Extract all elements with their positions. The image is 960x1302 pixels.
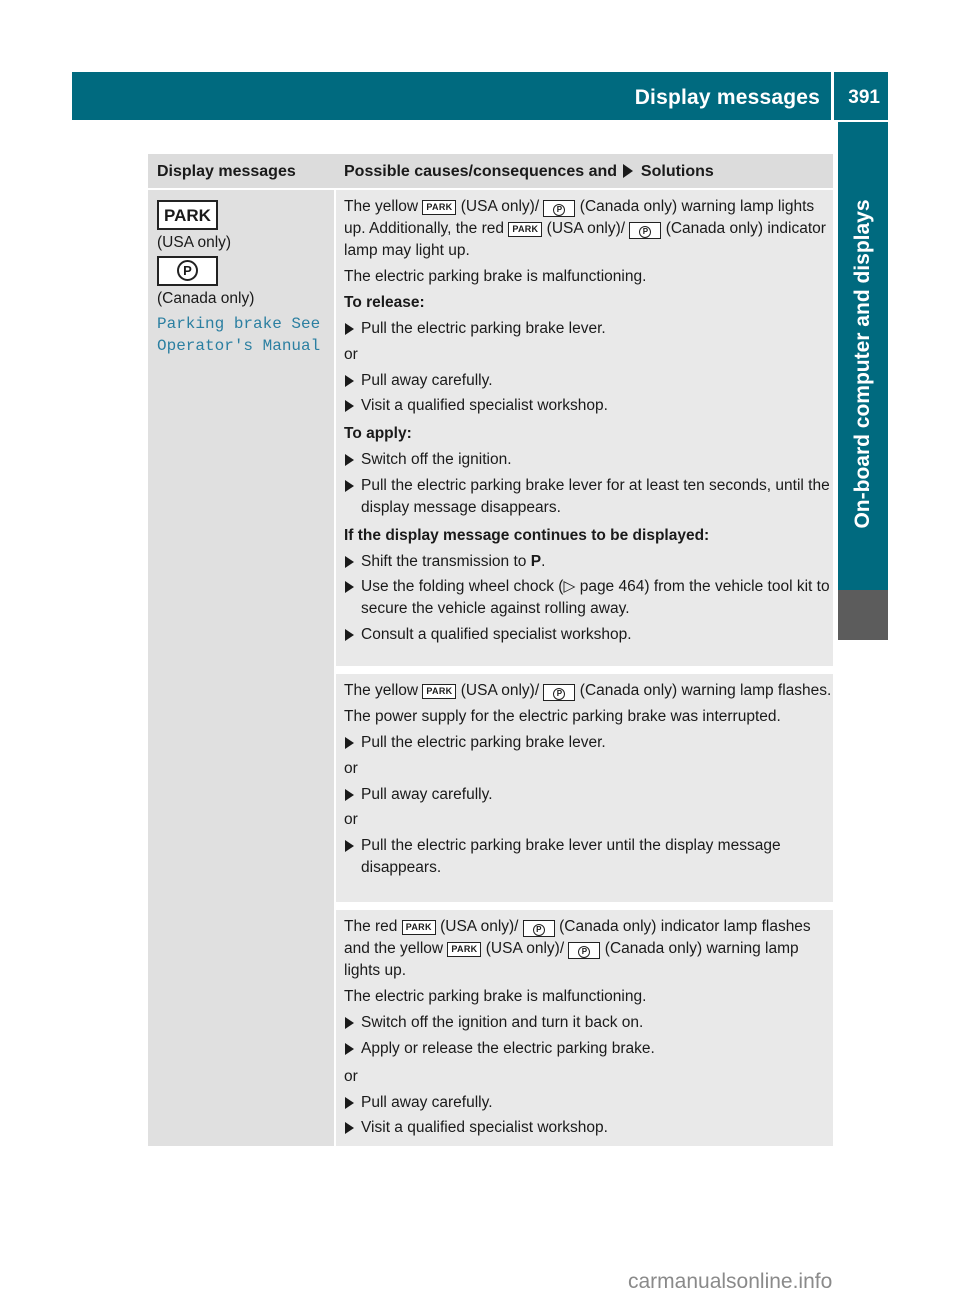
step-arrow-icon	[345, 323, 354, 335]
parking-brake-small-icon	[523, 920, 555, 937]
row2-intro	[344, 680, 833, 702]
step-text: Pull the electric parking brake lever until the display message disappears.	[361, 837, 781, 876]
step-arrow-icon	[345, 1043, 354, 1055]
parking-brake-small-icon	[629, 222, 661, 239]
step-arrow-icon	[345, 480, 354, 492]
step-arrow-icon	[345, 789, 354, 801]
text: (Canada only) warning lamp lights up.	[344, 940, 799, 979]
text: The yellow	[344, 682, 419, 699]
p-symbol: P	[533, 924, 545, 936]
step-text: Consult a qualified specialist workshop.	[361, 625, 632, 643]
parking-brake-small-icon	[568, 942, 600, 959]
p-symbol: P	[553, 688, 565, 700]
step-text: Pull the electric parking brake lever for at least ten seconds, until the display message disappears.	[361, 476, 830, 516]
page-number: 391	[848, 87, 880, 108]
park-small-icon: PARK	[447, 942, 481, 957]
step-text: Use the folding wheel chock (	[361, 578, 564, 595]
continue-heading: If the display message continues to be displayed:	[344, 526, 710, 544]
step-text: Visit a qualified specialist workshop.	[361, 1119, 608, 1136]
step	[344, 1012, 833, 1034]
step-arrow-icon	[345, 454, 354, 466]
display-message-line1: Parking brake See	[157, 315, 321, 333]
text: (Canada only) indicator lamp flashes and the yellow	[344, 918, 811, 957]
text: (Canada only) warning lamp lights up. Additionally, the red	[344, 198, 815, 237]
text: (USA only)/	[460, 198, 540, 215]
parking-brake-small-icon	[543, 200, 575, 217]
row2-cause: The power supply for the electric parking brake was interrupted.	[344, 708, 781, 725]
solution-row-2	[336, 674, 833, 902]
text: The yellow	[344, 198, 419, 215]
text: (Canada only) warning lamp flashes.	[579, 682, 832, 699]
step	[344, 576, 833, 620]
arrow-right-icon	[623, 164, 633, 178]
parking-brake-small-icon	[543, 684, 575, 701]
step-arrow-icon	[345, 400, 354, 412]
watermark: carmanualsonline.info	[628, 1270, 833, 1293]
step-text: Pull away carefully.	[361, 1093, 493, 1111]
park-small-icon: PARK	[422, 684, 456, 699]
step-arrow-icon	[345, 737, 354, 749]
or-text: or	[344, 759, 358, 777]
chapter-title: On-board computer and displays	[851, 199, 874, 529]
chapter-marker	[838, 590, 888, 640]
step	[344, 732, 833, 754]
text: (USA only)/	[485, 940, 565, 957]
step-text: Pull away carefully.	[361, 785, 493, 803]
step-text: Pull the electric parking brake lever.	[361, 734, 606, 751]
park-small-icon: PARK	[422, 200, 456, 215]
header-divider	[831, 72, 834, 120]
or-text: or	[344, 345, 358, 363]
display-message-line2: Operator's Manual	[157, 337, 321, 355]
step-text: .	[541, 552, 546, 570]
step	[344, 835, 833, 879]
column-header-solutions-tail: Solutions	[640, 163, 714, 180]
step-text: page 464) from the vehicle tool kit to secure the vehicle against rolling away.	[361, 578, 830, 617]
step-arrow-icon	[345, 375, 354, 387]
step-text: Pull away carefully.	[361, 371, 493, 389]
column-header-solutions-text: Possible causes/consequences and	[344, 163, 618, 180]
apply-heading: To apply:	[344, 425, 412, 442]
p-symbol: P	[578, 946, 590, 958]
page-header	[72, 72, 888, 120]
step	[344, 475, 833, 519]
p-symbol: P	[639, 226, 651, 238]
p-symbol: P	[177, 260, 198, 281]
row1-intro	[344, 196, 833, 262]
step-arrow-icon	[345, 581, 354, 593]
solution-row-3	[336, 910, 833, 1146]
park-small-icon: PARK	[508, 222, 542, 237]
step-text: Visit a qualified specialist workshop.	[361, 397, 608, 414]
row3-cause: The electric parking brake is malfunctioning.	[344, 988, 647, 1005]
gear-p-text: P	[530, 552, 542, 570]
release-heading: To release:	[344, 294, 425, 311]
column-header-solutions	[344, 154, 714, 188]
usa-only-label: (USA only)	[157, 234, 232, 251]
table-header	[148, 154, 833, 188]
step-arrow-icon	[345, 1122, 354, 1134]
step-arrow-icon	[345, 840, 354, 852]
section-title: Display messages	[634, 86, 820, 109]
step	[344, 370, 833, 392]
step-arrow-icon	[345, 556, 354, 568]
park-icon: PARK	[157, 200, 218, 230]
step	[344, 1117, 833, 1139]
step-arrow-icon	[345, 1097, 354, 1109]
canada-only-label: (Canada only)	[157, 290, 255, 307]
parking-brake-icon	[157, 256, 218, 286]
step	[344, 624, 833, 646]
column-header-messages: Display messages	[157, 163, 296, 180]
step-arrow-icon	[345, 629, 354, 641]
step	[344, 1038, 833, 1060]
step-text: Shift the transmission to	[361, 552, 527, 570]
step	[344, 1092, 833, 1114]
text: (USA only)/	[546, 220, 626, 237]
or-text: or	[344, 1067, 358, 1085]
text: (Canada only) indicator lamp may light up.	[344, 220, 826, 259]
step	[344, 395, 833, 417]
text: (USA only)/	[440, 918, 519, 935]
or-text: or	[344, 811, 358, 828]
text: (USA only)/	[460, 682, 540, 699]
step-text: Apply or release the electric parking brake.	[361, 1039, 655, 1057]
page-ref-icon: ▷	[563, 578, 576, 595]
display-message	[157, 313, 320, 357]
park-small-icon: PARK	[402, 920, 436, 935]
step-arrow-icon	[345, 1017, 354, 1029]
solution-row-1	[336, 190, 833, 666]
text: The red	[344, 918, 398, 935]
step	[344, 551, 833, 573]
step	[344, 449, 833, 471]
step	[344, 318, 833, 340]
step-text: Pull the electric parking brake lever.	[361, 320, 606, 337]
step	[344, 784, 833, 806]
row3-intro	[344, 916, 833, 982]
step-text: Switch off the ignition and turn it back on.	[361, 1014, 644, 1031]
p-symbol: P	[553, 204, 565, 216]
step-text: Switch off the ignition.	[361, 451, 512, 468]
row1-cause: The electric parking brake is malfunctioning.	[344, 268, 647, 285]
